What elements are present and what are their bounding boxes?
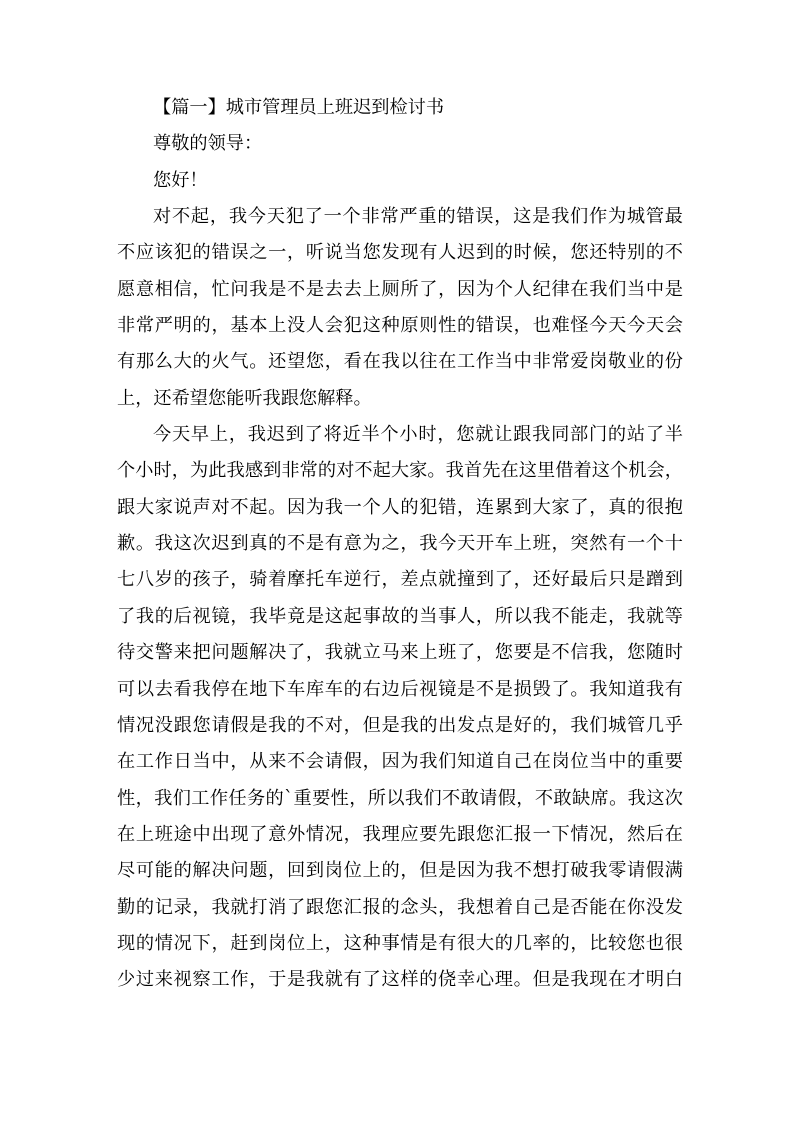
salutation: 尊敬的领导： [153, 133, 263, 155]
paragraph-line: 少过来视察工作，于是我就有了这样的侥幸心理。但是我现在才明白 [117, 969, 683, 991]
paragraph-2 [117, 417, 683, 999]
paragraph-line: 上，还希望您能听我跟您解释。 [117, 387, 372, 409]
paragraph-line: 非常严明的，基本上没人会犯这种原则性的错误，也难怪今天今天会 [117, 315, 683, 337]
paragraph-line: 情况没跟您请假是我的不对，但是我的出发点是好的，我们城管几乎 [117, 714, 683, 736]
paragraph-line: 可以去看我停在地下车库车的右边后视镜是不是损毁了。我知道我有 [117, 678, 683, 700]
paragraph-line: 个小时，为此我感到非常的对不起大家。我首先在这里借着这个机会， [117, 460, 683, 482]
paragraph-line: 在上班途中出现了意外情况，我理应要先跟您汇报一下情况，然后在 [117, 823, 683, 845]
paragraph-1 [117, 199, 683, 417]
paragraph-line: 七八岁的孩子，骑着摩托车逆行，差点就撞到了，还好最后只是蹭到 [117, 569, 683, 591]
paragraph-line: 跟大家说声对不起。因为我一个人的犯错，连累到大家了，真的很抱 [117, 496, 683, 518]
paragraph-line: 勤的记录，我就打消了跟您汇报的念头，我想着自己是否能在你没发 [117, 896, 683, 918]
document-body [117, 90, 683, 999]
greeting: 您好！ [153, 169, 208, 191]
paragraph-line: 性，我们工作任务的`重要性，所以我们不敢请假，不敢缺席。我这次 [117, 787, 683, 809]
paragraph-line: 歉。我这次迟到真的不是有意为之，我今天开车上班，突然有一个十 [117, 533, 683, 555]
paragraph-line: 待交警来把问题解决了，我就立马来上班了，您要是不信我，您随时 [117, 642, 683, 664]
paragraph-line: 有那么大的火气。还望您，看在我以往在工作当中非常爱岗敬业的份 [117, 351, 683, 373]
paragraph-line: 愿意相信，忙问我是不是去去上厕所了，因为个人纪律在我们当中是 [117, 278, 683, 300]
paragraph-line: 现的情况下，赶到岗位上，这种事情是有很大的几率的，比较您也很 [117, 932, 683, 954]
paragraph-line: 尽可能的解决问题，回到岗位上的，但是因为我不想打破我零请假满 [117, 860, 683, 882]
paragraph-line: 在工作日当中，从来不会请假，因为我们知道自己在岗位当中的重要 [117, 751, 683, 773]
paragraph-line: 不应该犯的错误之一，听说当您发现有人迟到的时候，您还特别的不 [117, 242, 683, 264]
paragraph-line: 了我的后视镜，我毕竟是这起事故的当事人，所以我不能走，我就等 [117, 605, 683, 627]
paragraph-line: 对不起，我今天犯了一个非常严重的错误，这是我们作为城管最 [153, 206, 683, 228]
paragraph-line: 今天早上，我迟到了将近半个小时，您就让跟我同部门的站了半 [153, 424, 683, 446]
document-title: 【篇一】城市管理员上班迟到检讨书 [153, 97, 445, 118]
